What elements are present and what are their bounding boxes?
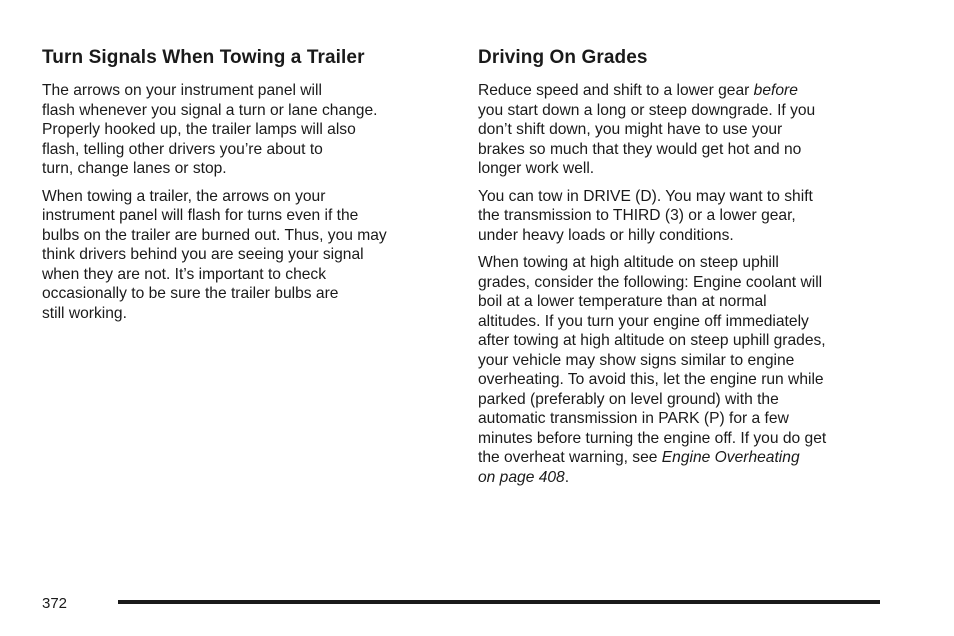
cross-reference-link[interactable]: Engine Overheating xyxy=(661,449,800,466)
cross-reference-page[interactable]: on page 408 xyxy=(478,468,565,486)
paragraph: When towing at high altitude on steep uphill grades, consider the following: Engine coolant will boil at a lower temperature than at normal altitudes. If you turn your engine off immediately after towing at high altitude on steep uphill grades, your vehicle may show signs similar to engine overheating. To avoid this, let the engine run while parked (preferably on level ground) with the automatic transmission in PARK (P) for a few minutes before turning the engine off. If you do get the overheat warning, see Engine Overheating on page 408. xyxy=(478,254,827,486)
page-number: 372 xyxy=(42,595,68,612)
paragraph: You can tow in DRIVE (D). You may want to shift the transmission to THIRD (3) or a lower gear, under heavy loads or hilly conditions. xyxy=(478,187,813,244)
footer-rule xyxy=(118,600,880,604)
right-column xyxy=(478,46,888,495)
section-heading-turn-signals: Turn Signals When Towing a Trailer xyxy=(42,47,365,68)
section-heading-driving-on-grades: Driving On Grades xyxy=(478,47,648,68)
left-column xyxy=(42,46,447,331)
paragraph: When towing a trailer, the arrows on your instrument panel will flash for turns even if the bulbs on the trailer are burned out. Thus, you may think drivers behind you are seeing your signal when they are not. It’s important to check occasionally to be sure the trailer bulbs are still working. xyxy=(42,187,387,322)
paragraph: Reduce speed and shift to a lower gear before you start down a long or steep downgrade. If you don’t shift down, you might have to use your brakes so much that they would get hot and no longer work well. xyxy=(478,82,816,177)
paragraph: The arrows on your instrument panel will flash whenever you signal a turn or lane change. Properly hooked up, the trailer lamps will also flash, telling other drivers you’re about to turn, change lanes or stop. xyxy=(42,82,378,177)
